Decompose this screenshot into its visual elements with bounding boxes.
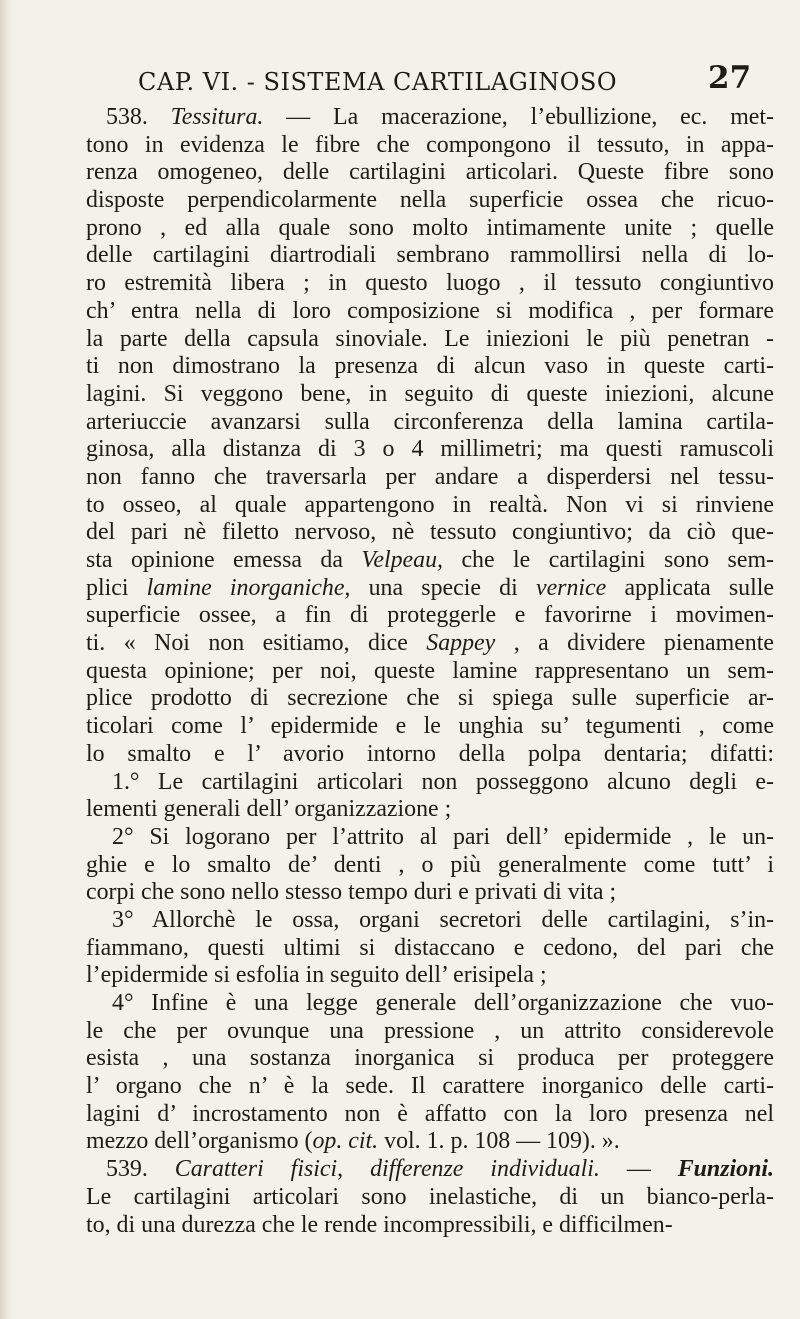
text-line: le che per ovunque una pressione , un attrito considerevole [86,1017,774,1044]
text-line: corpi che sono nello stesso tempo duri e privati di vita ; [86,879,617,906]
text-line: mezzo dell’organismo (op. cit. vol. 1. p. 108 — 109). ». [86,1128,620,1155]
text-line: ghie e lo smalto de’ denti , o più generalmente come tutt’ i [86,851,774,878]
text-line: lo smalto e l’ avorio intorno della polpa dentaria; difatti: [86,740,774,767]
text-line: non fanno che traversarla per andare a disperdersi nel tessu- [86,463,774,490]
text-line: 1.° Le cartilagini articolari non posseggono alcuno degli e- [112,768,774,795]
text-line: ch’ entra nella di loro composizione si modifica , per formare [86,297,774,324]
text-line: prono , ed alla quale sono molto intimamente unite ; quelle [86,214,774,241]
text-line: plici lamine inorganiche, una specie di vernice applicata sulle [86,574,774,601]
text-line: Le cartilagini articolari sono inelastiche, di un bianco-perla- [86,1183,774,1210]
text-line: la parte della capsula sinoviale. Le iniezioni le più penetran - [86,325,774,352]
text-line: tono in evidenza le fibre che compongono il tessuto, in appa- [86,131,774,158]
text-line: arteriuccie avanzarsi sulla circonferenza della lamina cartila- [86,408,774,435]
text-line: lementi generali dell’ organizzazione ; [86,796,452,823]
text-line: l’epidermide si esfolia in seguito dell’ erisipela ; [86,962,547,989]
text-line: questa opinione; per noi, queste lamine rappresentano un sem- [86,657,774,684]
text-line: esista , una sostanza inorganica si produca per proteggere [86,1045,774,1072]
body-text [86,104,774,1239]
text-line: lagini. Si veggono bene, in seguito di queste iniezioni, alcune [86,380,774,407]
page-edge-shadow [0,0,20,1319]
text-line: 2° Si logorano per l’attrito al pari dell’ epidermide , le un- [112,823,774,850]
text-line: 3° Allorchè le ossa, organi secretori delle cartilagini, s’in- [112,906,774,933]
text-line: lagini d’ incrostamento non è affatto con la loro presenza nel [86,1100,774,1127]
running-head: CAP. VI. - SISTEMA CARTILAGINOSO [138,68,618,96]
page-number: 27 [708,60,752,96]
text-line: renza omogeneo, delle cartilagini articolari. Queste fibre sono [86,159,774,186]
text-line: 538. Tessitura. — La macerazione, l’ebullizione, ec. met- [106,104,774,130]
text-line: to osseo, al quale appartengono in realtà. Non vi si rinviene [86,491,774,518]
text-line: plice prodotto di secrezione che si spiega sulle superficie ar- [86,685,774,712]
text-line: 4° Infine è una legge generale dell’organizzazione che vuo- [112,990,774,1016]
text-line: sta opinione emessa da Velpeau, che le cartilagini sono sem- [86,547,774,573]
text-line: delle cartilagini diartrodiali sembrano rammollirsi nella di lo- [86,242,774,269]
text-line: ginosa, alla distanza di 3 o 4 millimetri; ma questi ramuscoli [86,436,774,463]
text-line: ti. « Noi non esitiamo, dice Sappey , a dividere pienamente [86,630,774,657]
text-line: disposte perpendicolarmente nella superficie ossea che ricuo- [86,187,774,214]
text-line: l’ organo che n’ è la sede. Il carattere inorganico delle carti- [86,1073,774,1100]
text-line: ticolari come l’ epidermide e le unghia su’ tegumenti , come [86,713,774,740]
text-line: fiammano, questi ultimi si distaccano e cedono, del pari che [86,934,774,961]
text-line: to, di una durezza che le rende incompressibili, e difficilmen- [86,1211,673,1238]
text-line: 539. Caratteri fisici, differenze individuali. — Funzioni. [106,1156,774,1183]
text-line: ti non dimostrano la presenza di alcun vaso in queste carti- [86,353,774,380]
text-line: del pari nè filetto nervoso, nè tessuto congiuntivo; da ciò que- [86,519,774,546]
text-line: superficie ossee, a fin di proteggerle e favorirne i movimen- [86,602,774,629]
text-line: ro estremità libera ; in questo luogo , il tessuto congiuntivo [86,270,774,297]
